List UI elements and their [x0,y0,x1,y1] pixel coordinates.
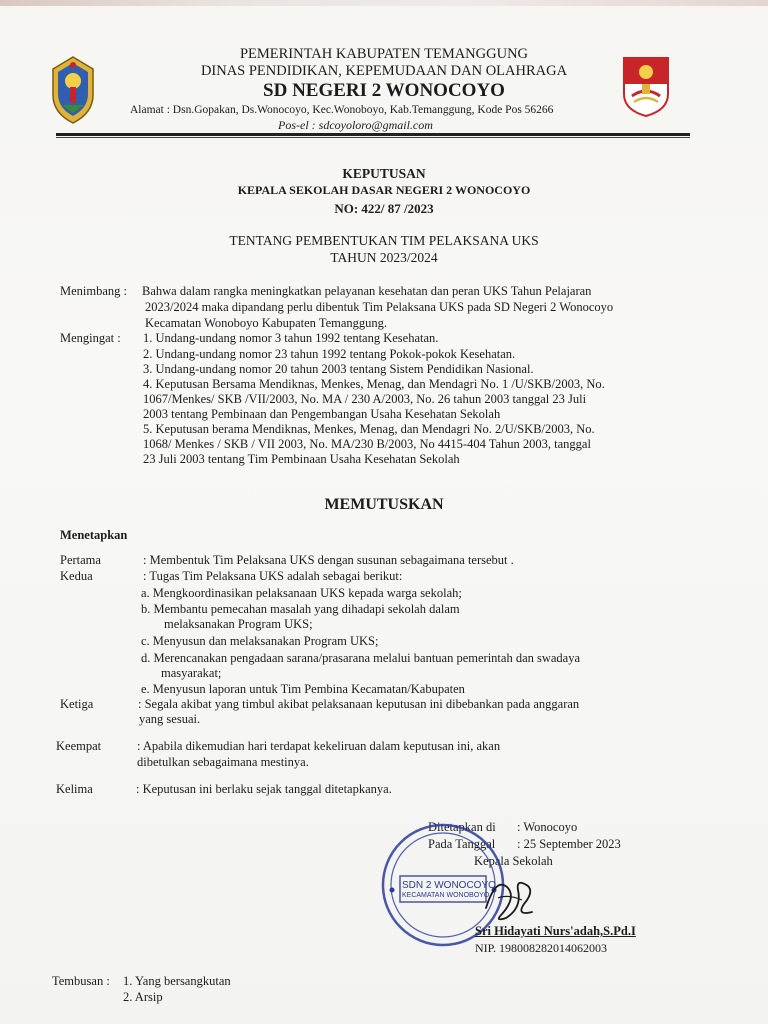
ditetapkan-label: Ditetapkan di [428,820,496,834]
mengingat-line: 1. Undang-undang nomor 3 tahun 1992 tentang Kesehatan. [143,331,439,345]
ketiga-label: Ketiga [60,697,94,711]
mengingat-line: 23 Juli 2003 tentang Tim Pembinaan Usaha Kesehatan Sekolah [143,452,460,466]
menimbang-line: Bahwa dalam rangka meningkatkan pelayanan kesehatan dan peran UKS Tahun Pelajaran [142,284,592,298]
kedua-item: melaksanakan Program UKS; [164,617,313,631]
signer-position: Kepala Sekolah [474,854,553,868]
mengingat-line: 5. Keputusan berama Mendiknas, Menkes, Menag, dan Mendagri No. 2/U/SKB/2003, No. [143,422,595,436]
letterhead-school-name: SD NEGERI 2 WONOCOYO [263,80,505,101]
decree-number: NO: 422/ 87 /2023 [334,201,434,216]
stamp-school-text: SDN 2 WONOCOYO [402,880,496,891]
mengingat-line: 4. Keputusan Bersama Mendiknas, Menkes, Menag, dan Mendagri No. 1 /U/SKB/2003, No. [143,377,605,391]
kedua-text: : Tugas Tim Pelaksana UKS adalah sebagai berikut: [143,569,403,583]
mengingat-line: 2003 tentang Pembinaan dan Pengembangan Usaha Kesehatan Sekolah [143,407,501,421]
kelima-label: Kelima [56,782,93,796]
mengingat-line: 1068/ Menkes / SKB / VII 2003, No. MA/230 B/2003, No 4415-404 Tahun 2003, tanggal [143,437,591,451]
paper-top-edge [0,0,768,6]
decree-year: TAHUN 2023/2024 [330,250,438,265]
tanggal-value: : 25 September 2023 [517,837,621,851]
menetapkan-heading: Menetapkan [60,528,128,542]
kelima-text: : Keputusan ini berlaku sejak tanggal ditetapkanya. [136,782,392,796]
decree-title: KEPUTUSAN [342,166,426,181]
pertama-text: : Membentuk Tim Pelaksana UKS dengan susunan sebagaimana tersebut . [143,553,514,567]
kedua-item: e. Menyusun laporan untuk Tim Pembina Kecamatan/Kabupaten [141,682,465,696]
kedua-item: c. Menyusun dan melaksanakan Program UKS; [141,634,379,648]
tembusan-label: Tembusan : [52,974,110,988]
tembusan-item: 1. Yang bersangkutan [123,974,231,988]
decree-subject: TENTANG PEMBENTUKAN TIM PELAKSANA UKS [229,233,539,248]
mengingat-line: 2. Undang-undang nomor 23 tahun 1992 tentang Pokok-pokok Kesehatan. [143,347,516,361]
pertama-label: Pertama [60,553,101,567]
letterhead-government: PEMERINTAH KABUPATEN TEMANGGUNG [239,46,529,62]
ditetapkan-value: : Wonocoyo [517,820,578,834]
menimbang-label: Menimbang : [60,284,128,298]
keempat-line: : Apabila dikemudian hari terdapat kekeliruan dalam keputusan ini, akan [137,739,501,753]
letterhead-rule-thick [56,133,690,136]
mengingat-line: 3. Undang-undang nomor 20 tahun 2003 tentang Sistem Pendidikan Nasional. [143,362,534,376]
signer-nip: NIP. 198008282014062003 [475,941,608,955]
menimbang-line: Kecamatan Wonoboyo Kabupaten Temanggung. [145,316,388,330]
stamp-district-text: KECAMATAN WONOBOYO [402,892,490,899]
ketiga-line: yang sesuai. [139,712,201,726]
menimbang-line: 2023/2024 maka dipandang perlu dibentuk Tim Pelaksana UKS pada SD Negeri 2 Wonocoyo [145,300,614,314]
kedua-item: b. Membantu pemecahan masalah yang dihadapi sekolah dalam [141,602,460,616]
kedua-item: masyarakat; [161,666,222,680]
letterhead-department: DINAS PENDIDIKAN, KEPEMUDAAN DAN OLAHRAGA [200,63,568,79]
letterhead-rule-thin [56,137,690,138]
tanggal-label: Pada Tanggal [428,837,496,851]
mengingat-line: 1067/Menkes/ SKB /VII/2003, No. MA / 230 A/2003, No. 26 tahun 2003 tanggal 23 Juli [143,392,587,406]
keempat-line: dibetulkan sebagaimana mestinya. [137,755,309,769]
handwritten-signature [478,868,538,928]
signer-name: Sri Hidayati Nurs'adah,S.Pd.I [475,924,636,938]
memutuskan-heading: MEMUTUSKAN [324,496,444,513]
tembusan-item: 2. Arsip [123,990,163,1004]
kedua-label: Kedua [60,569,93,583]
keempat-label: Keempat [56,739,102,753]
kedua-item: a. Mengkoordinasikan pelaksanaan UKS kepada warga sekolah; [141,586,462,600]
decree-issuer: KEPALA SEKOLAH DASAR NEGERI 2 WONOCOYO [237,183,531,197]
kedua-item: d. Merencanakan pengadaan sarana/prasarana melalui bantuan pemerintah dan swadaya [141,651,581,665]
letterhead-address: Alamat : Dsn.Gopakan, Ds.Wonocoyo, Kec.Wonoboyo, Kab.Temanggung, Kode Pos 56266 [130,104,554,116]
mengingat-label: Mengingat : [60,331,121,345]
ketiga-line: : Segala akibat yang timbul akibat pelaksanaan keputusan ini dibebankan pada anggaran [138,697,580,711]
letterhead-email: Pos-el : sdcoyoloro@gmail.com [278,118,433,132]
